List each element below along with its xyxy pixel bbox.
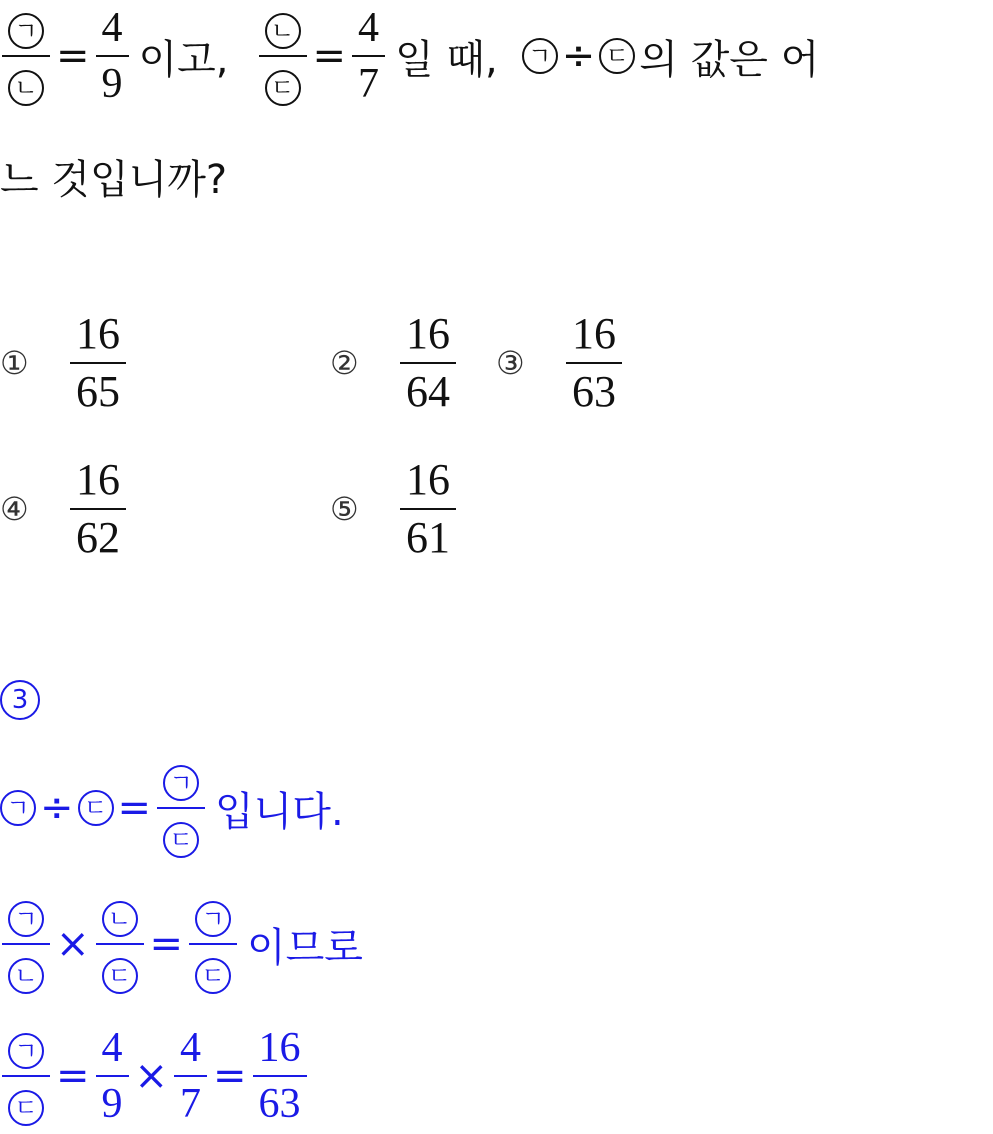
question-text: 느 것입니까? [0, 157, 228, 203]
circled-giyeok: ㄱ [8, 901, 44, 937]
circled-giyeok: ㄱ [8, 13, 44, 49]
circled-nieun: ㄴ [8, 958, 44, 994]
text-il-ttae: 일 때, [395, 36, 498, 83]
text-imeuro: 이므로 [247, 924, 363, 971]
circled-digeut: ㄷ [195, 958, 231, 994]
circled-digeut: ㄷ [8, 1090, 44, 1126]
choice-fraction: $\frac{16}{63}$ [566, 312, 622, 414]
circled-nieun: ㄴ [102, 901, 138, 937]
text-ipnida: 입니다. [215, 788, 344, 835]
multiplication-sign: × [134, 1053, 169, 1099]
choice-mark: ② [330, 344, 359, 382]
fraction-a-over-b [2, 894, 50, 994]
choice-2[interactable] [330, 309, 458, 416]
fraction-a-over-c [2, 1026, 50, 1126]
fraction-4-9: $\frac{4}{9}$ [96, 1027, 129, 1125]
circled-giyeok: ㄱ [195, 901, 231, 937]
choice-fraction: $\frac{16}{64}$ [400, 312, 456, 414]
question-line-1 [0, 6, 819, 106]
choice-5[interactable] [330, 455, 458, 562]
division-sign: ÷ [561, 33, 596, 79]
equals-sign: = [117, 785, 152, 831]
solution-step-3 [0, 1026, 309, 1126]
choice-mark: ③ [496, 344, 525, 382]
fraction-b-over-c [96, 894, 144, 994]
fraction-4-7: $\frac{4}{7}$ [174, 1027, 207, 1125]
circled-nieun: ㄴ [265, 13, 301, 49]
circled-digeut: ㄷ [78, 790, 114, 826]
fraction-4-9: $\frac{4}{9}$ [96, 7, 129, 105]
solution-step-2 [0, 894, 363, 994]
choice-fraction: $\frac{16}{62}$ [70, 458, 126, 560]
equals-sign: = [213, 1053, 247, 1099]
circled-giyeok: ㄱ [0, 790, 36, 826]
circled-digeut: ㄷ [599, 38, 635, 74]
text-igo: 이고, [138, 36, 229, 83]
multiplication-sign: × [56, 921, 90, 967]
text-value-question: 의 값은 어 [639, 36, 820, 83]
choice-4[interactable] [0, 455, 128, 562]
circled-giyeok: ㄱ [8, 1033, 44, 1069]
fraction-a-over-c [157, 758, 205, 858]
choice-mark: ④ [0, 490, 29, 528]
answer-mark: 3 [0, 680, 40, 720]
choice-1[interactable] [0, 309, 128, 416]
division-sign: ÷ [40, 785, 74, 831]
choice-3[interactable] [496, 309, 624, 416]
circled-giyeok: ㄱ [522, 38, 558, 74]
choice-mark: ① [0, 344, 29, 382]
circled-nieun: ㄴ [8, 70, 44, 106]
equals-sign: = [56, 33, 90, 79]
solution-step-1 [0, 758, 344, 858]
fraction-4-7: $\frac{4}{7}$ [352, 7, 385, 105]
question-line-2 [0, 148, 227, 205]
circled-digeut: ㄷ [102, 958, 138, 994]
fraction-a-over-b [2, 6, 50, 106]
fraction-a-over-c [189, 894, 237, 994]
equals-sign: = [56, 1053, 90, 1099]
circled-giyeok: ㄱ [163, 765, 199, 801]
equals-sign: = [149, 921, 184, 967]
fraction-b-over-c [259, 6, 307, 106]
circled-digeut: ㄷ [163, 822, 199, 858]
choice-mark: ⑤ [330, 490, 359, 528]
equals-sign: = [312, 33, 347, 79]
fraction-16-63: $\frac{16}{63}$ [253, 1027, 307, 1125]
choice-fraction: $\frac{16}{65}$ [70, 312, 126, 414]
choice-fraction: $\frac{16}{61}$ [400, 458, 456, 560]
circled-digeut: ㄷ [265, 70, 301, 106]
